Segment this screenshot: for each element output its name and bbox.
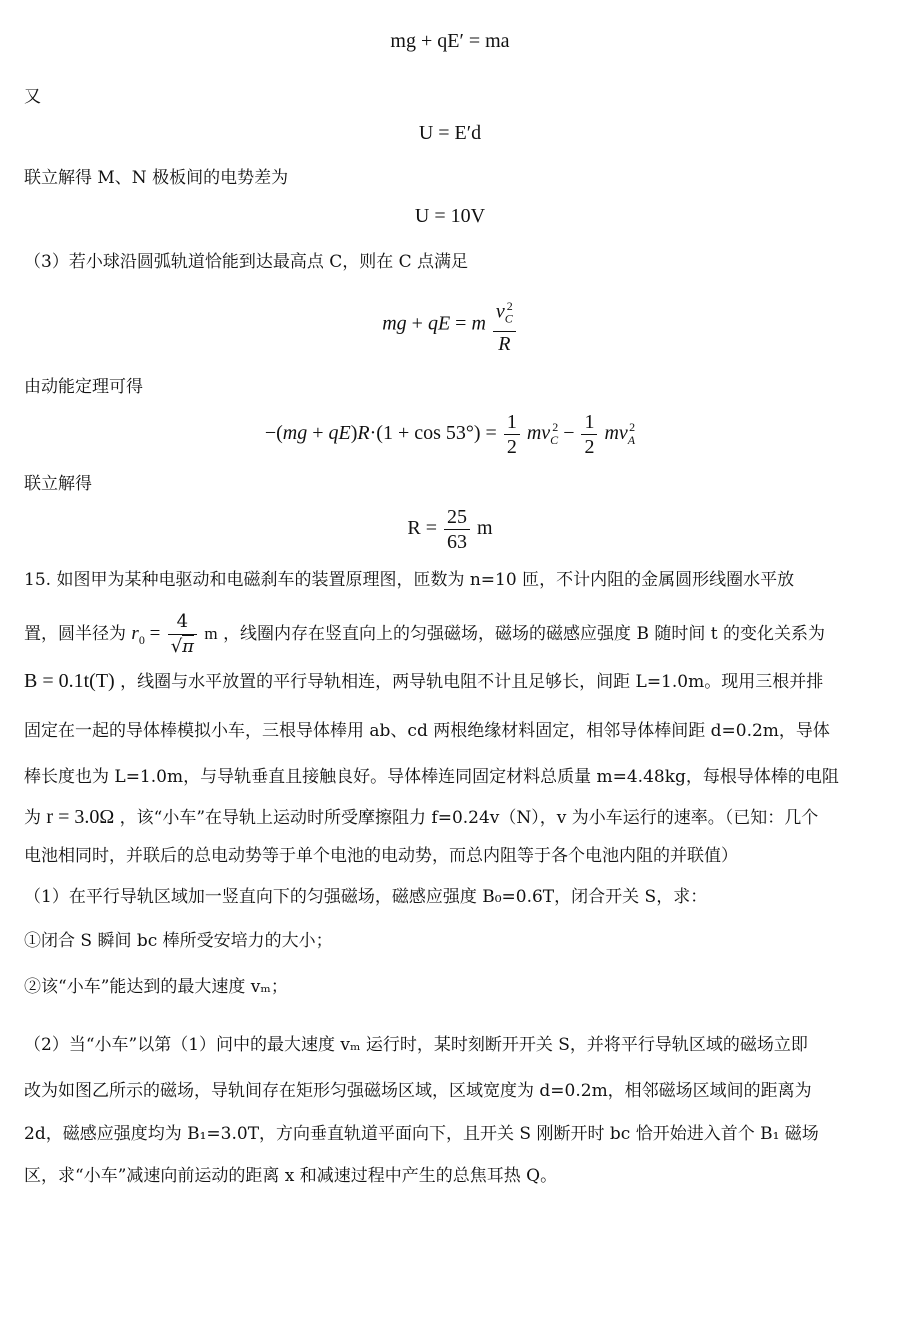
- formula-b: B = 0.1t(T): [24, 670, 115, 692]
- q15-line-14: 区，求“小车”减速向前运动的距离 x 和减速过程中产生的总焦耳热 Q。: [24, 1166, 558, 1186]
- q15-line-2: 置，圆半径为 $r_0$ = $\frac{4}{√\pi}$ m ，线圈内存在竖直向上的匀强磁场，磁场的磁感应强度 B 随时间 t 的变化关系为: [24, 611, 826, 657]
- numerator: 25: [444, 505, 470, 530]
- equation-r-value: [0, 505, 900, 554]
- fraction-4-sqrt-pi: $\frac{4}{√\pi}$: [168, 610, 197, 659]
- fraction-half-1: $\frac{1}{2}$: [504, 410, 520, 459]
- equation-newton: [0, 30, 900, 53]
- equation-text: U = 10V: [414, 205, 486, 227]
- equation-energy: −(mg + qE)R·(1 + cos 53°) = $\frac{1}{2}$ $mv_C^2$ − $\frac{1}{2}$ $mv_A^2$: [264, 411, 636, 458]
- q15-line-11: （2）当“小车”以第（1）问中的最大速度 vₘ 运行时，某时刻断开开关 S，并将平行导轨区域的磁场立即: [24, 1035, 808, 1055]
- q15-line-3: [24, 668, 823, 695]
- text-question-3: （3）若小球沿圆弧轨道恰能到达最高点 C，则在 C 点满足: [24, 252, 469, 272]
- unit: m: [477, 517, 493, 540]
- text: ，线圈与水平放置的平行导轨相连，两导轨电阻不计且足够长，间距 L=1.0m。现用三根并排: [120, 672, 824, 692]
- q15-line-5: 棒长度也为 L=1.0m，与导轨垂直且接触良好。导体棒连同固定材料总质量 m=4.48kg，每根导体棒的电阻: [24, 767, 839, 787]
- text: ，线圈内存在竖直向上的匀强磁场，磁场的磁感应强度 B 随时间 t 的变化关系为: [223, 624, 826, 644]
- text-lianli-1: 联立解得 M、N 极板间的电势差为: [24, 168, 289, 188]
- text-you: 又: [24, 87, 41, 107]
- equation-u-value: [0, 205, 900, 228]
- equation-lhs: R =: [407, 517, 438, 540]
- formula-r: r = 3.0Ω: [46, 806, 115, 828]
- q15-line-12: 改为如图乙所示的磁场，导轨间存在矩形匀强磁场区域，区域宽度为 d=0.2m，相邻磁场区域间的距离为: [24, 1081, 812, 1101]
- text: ，该“小车”在导轨上运动时所受摩擦阻力 f=0.24v（N），v 为小车运行的速率。（已知：几个: [119, 808, 819, 828]
- text: 置，圆半径为: [24, 624, 126, 644]
- q15-line-9: ①闭合 S 瞬间 bc 棒所受安培力的大小；: [24, 931, 333, 951]
- denominator: 63: [447, 531, 468, 553]
- fraction-25-63: [444, 505, 470, 554]
- q15-line-7: 电池相同时，并联后的总电动势等于单个电池的电动势，而总内阻等于各个电池内阻的并联值）: [24, 846, 738, 866]
- q15-line-4: 固定在一起的导体棒模拟小车，三根导体棒用 ab、cd 两根绝缘材料固定，相邻导体棒间距 d=0.2m，导体: [24, 721, 830, 741]
- q15-line-10: ②该“小车”能达到的最大速度 vₘ；: [24, 977, 288, 997]
- q15-line-8: （1）在平行导轨区域加一竖直向下的匀强磁场，磁感应强度 B₀=0.6T，闭合开关 S，求：: [24, 887, 708, 907]
- equation-circular: mg + qE = m $\frac{v_C^2}{R}$: [0, 294, 900, 356]
- text: 为: [24, 808, 41, 828]
- equation-text: mg + qE′ = ma: [390, 30, 510, 52]
- equation-u-ed: [0, 122, 900, 145]
- q15-line-13: 2d，磁感应强度均为 B₁=3.0T，方向垂直轨道平面向下，且开关 S 刚断开时 bc 恰开始进入首个 B₁ 磁场: [24, 1124, 819, 1144]
- fraction-half-2: $\frac{1}{2}$: [581, 410, 597, 459]
- equation-text: U = E′d: [418, 122, 482, 144]
- fraction-vc2-r: $\frac{v_C^2}{R}$: [493, 294, 516, 356]
- q15-line-1: 15. 如图甲为某种电驱动和电磁刹车的装置原理图，匝数为 n=10 匝，不计内阻的金属圆形线圈水平放: [24, 570, 795, 590]
- text-lianli-2: 联立解得: [24, 474, 92, 494]
- text-dongneng: 由动能定理可得: [24, 377, 143, 397]
- q15-line-6: [24, 804, 818, 831]
